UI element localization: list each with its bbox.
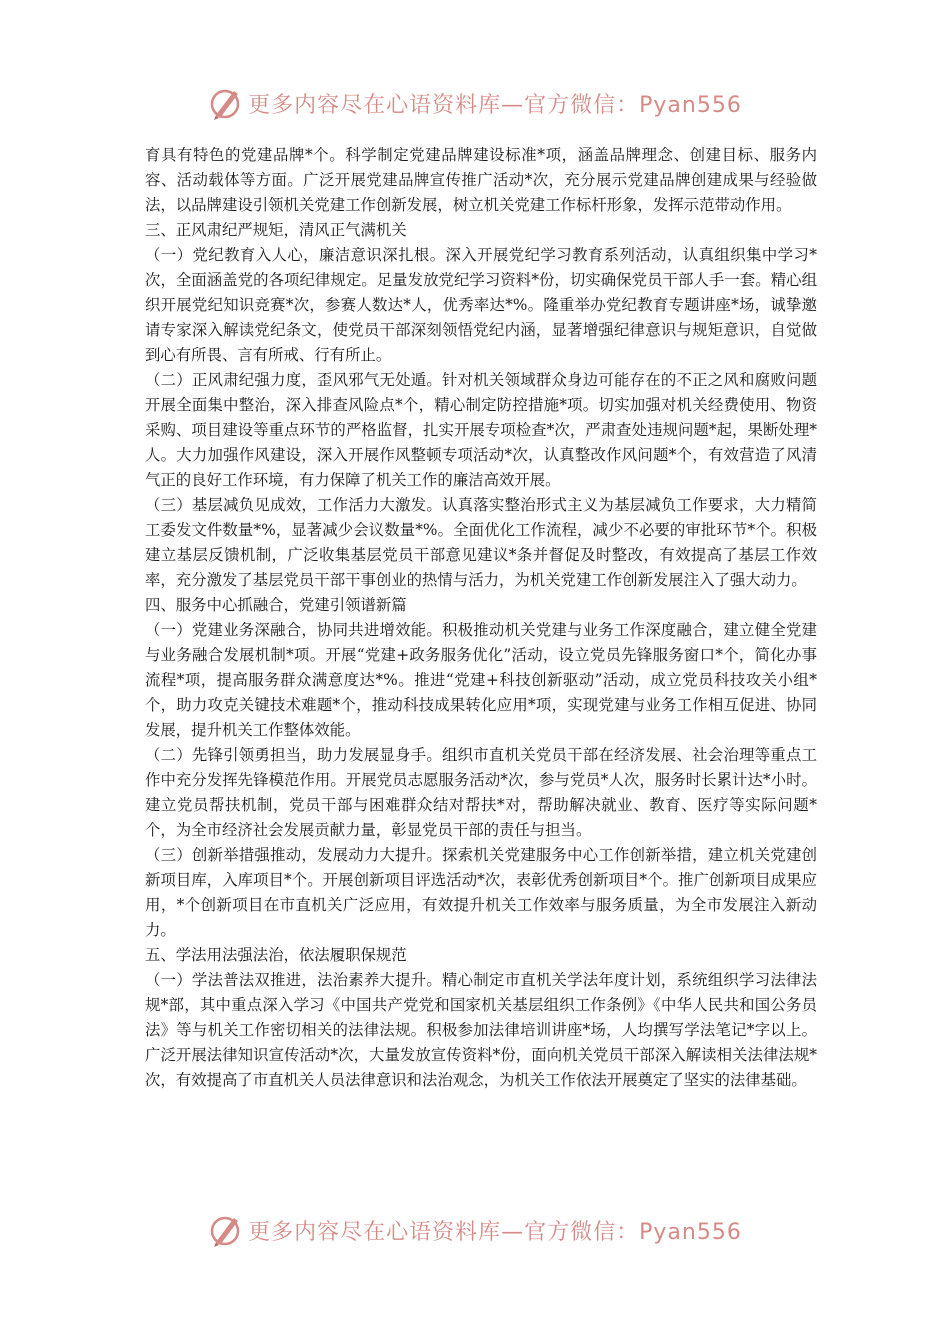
- section-heading-4: 四、服务中心抓融合，党建引领谱新篇: [145, 596, 407, 614]
- paragraph-3-1: （一）党纪教育入人心，廉洁意识深扎根。深入开展党纪学习教育系列活动，认真组织集中学习*次，全面涵盖党的各项纪律规定。足量发放党纪学习资料*份，切实确保党员干部人手一套。精心组织开展党纪知识竞赛*次，参赛人数达*人，优秀率达*%。隆重举办党纪教育专题讲座*场，诚挚邀请专家深入解读党纪条文，使党员干部深刻领悟党纪内涵，显著增强纪律意识与规矩意识，自觉做到心有所畏、言有所戒、行有所止。: [145, 246, 817, 364]
- document-body: [145, 143, 817, 1093]
- pen-circle-logo-icon: [208, 85, 244, 121]
- paragraph-continuation: 育具有特色的党建品牌*个。科学制定党建品牌建设标准*项，涵盖品牌理念、创建目标、服务内容、活动载体等方面。广泛开展党建品牌宣传推广活动*次，充分展示党建品牌创建成果与经验做法，以品牌建设引领机关党建工作创新发展，树立机关党建工作标杆形象，发挥示范带动作用。: [145, 146, 817, 214]
- watermark-text: 更多内容尽在心语资料库—官方微信：Pyan556: [248, 92, 742, 118]
- pen-circle-logo-icon: [208, 1212, 244, 1248]
- paragraph-3-3: （三）基层减负见成效，工作活力大激发。认真落实整治形式主义为基层减负工作要求，大力精简工委发文件数量*%，显著减少会议数量*%。全面优化工作流程，减少不必要的审批环节*个。积极建立基层反馈机制，广泛收集基层党员干部意见建议*条并督促及时整改，有效提高了基层工作效率，充分激发了基层党员干部干事创业的热情与活力，为机关党建工作创新发展注入了强大动力。: [145, 496, 817, 589]
- paragraph-4-1: （一）党建业务深融合，协同共进增效能。积极推动机关党建与业务工作深度融合，建立健全党建与业务融合发展机制*项。开展“党建+政务服务优化”活动，设立党员先锋服务窗口*个，简化办事流程*项，提高服务群众满意度达*%。推进“党建+科技创新驱动”活动，成立党员科技攻关小组*个，助力攻克关键技术难题*个，推动科技成果转化应用*项，实现党建与业务工作相互促进、协同发展，提升机关工作整体效能。: [145, 621, 817, 739]
- header-watermark-banner: [0, 83, 950, 123]
- footer-watermark-banner: [0, 1210, 950, 1250]
- section-heading-5: 五、学法用法强法治，依法履职保规范: [145, 946, 407, 964]
- section-heading-3: 三、正风肃纪严规矩，清风正气满机关: [145, 221, 407, 239]
- paragraph-4-3: （三）创新举措强推动，发展动力大提升。探索机关党建服务中心工作创新举措，建立机关党建创新项目库，入库项目*个。开展创新项目评选活动*次，表彰优秀创新项目*个。推广创新项目成果应用，*个创新项目在市直机关广泛应用，有效提升机关工作效率与服务质量，为全市发展注入新动力。: [145, 846, 817, 939]
- watermark-text: 更多内容尽在心语资料库—官方微信：Pyan556: [248, 1219, 742, 1245]
- paragraph-5-1: （一）学法普法双推进，法治素养大提升。精心制定市直机关学法年度计划，系统组织学习法律法规*部，其中重点深入学习《中国共产党党和国家机关基层组织工作条例》《中华人民共和国公务员法》等与机关工作密切相关的法律法规。积极参加法律培训讲座*场，人均撰写学法笔记*字以上。广泛开展法律知识宣传活动*次，大量发放宣传资料*份，面向机关党员干部深入解读相关法律法规*次，有效提高了市直机关人员法律意识和法治观念，为机关工作依法开展奠定了坚实的法律基础。: [145, 971, 817, 1089]
- paragraph-3-2: （二）正风肃纪强力度，歪风邪气无处遁。针对机关领域群众身边可能存在的不正之风和腐败问题开展全面集中整治，深入排查风险点*个，精心制定防控措施*项。切实加强对机关经费使用、物资采购、项目建设等重点环节的严格监督，扎实开展专项检查*次，严肃查处违规问题*起，果断处理*人。大力加强作风建设，深入开展作风整顿专项活动*次，认真整改作风问题*个，有效营造了风清气正的良好工作环境，有力保障了机关工作的廉洁高效开展。: [145, 371, 817, 489]
- paragraph-4-2: （二）先锋引领勇担当，助力发展显身手。组织市直机关党员干部在经济发展、社会治理等重点工作中充分发挥先锋模范作用。开展党员志愿服务活动*次，参与党员*人次，服务时长累计达*小时。建立党员帮扶机制，党员干部与困难群众结对帮扶*对，帮助解决就业、教育、医疗等实际问题*个，为全市经济社会发展贡献力量，彰显党员干部的责任与担当。: [145, 746, 817, 839]
